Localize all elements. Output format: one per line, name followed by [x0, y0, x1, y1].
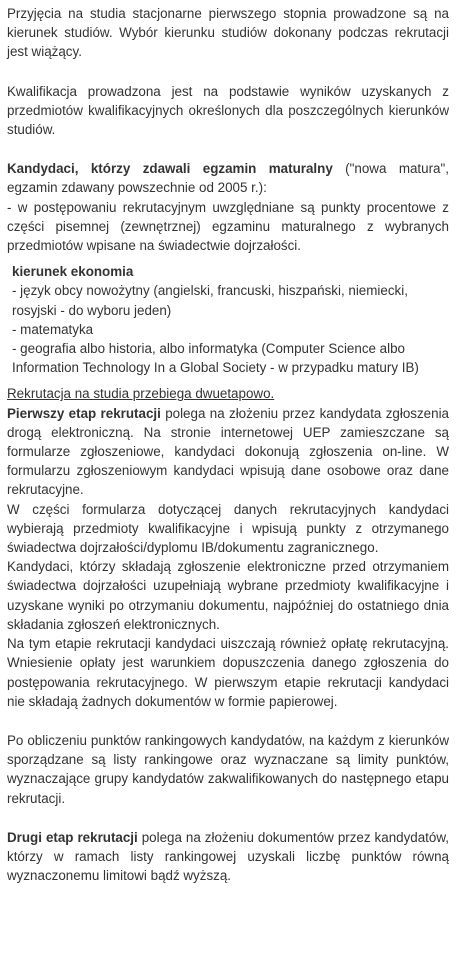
etap1-heading: Pierwszy etap rekrutacji: [7, 405, 161, 421]
oplata-paragraph: Na tym etapie rekrutacji kandydaci uiszczają również opłatę rekrutacyjną. Wniesienie opłaty jest warunkiem dopuszczenia danego zgłoszenia do postępowania rekrutacyjnego. W pierwszym etapie rekrutacji kandydaci nie składają żadnych dokumentów w formie papierowej.: [7, 636, 449, 709]
ranking-paragraph: Po obliczeniu punktów rankingowych kandydatów, na każdym z kierunków sporządzane są listy rankingowe oraz wyznaczane są limity punktów, wyznaczające grupy kandydatów zakwalifikowanych do następnego etapu rekrutacji.: [7, 732, 449, 806]
kierunek-item: - geografia albo historia, albo informatyka (Computer Science albo Information Technology In a Global Society - w przypadku matury IB): [12, 341, 419, 376]
kierunek-item: - język obcy nowożytny (angielski, francuski, hiszpański, niemiecki, rosyjski - do wyboru jeden): [12, 283, 408, 318]
etap2-heading: Drugi etap rekrutacji: [7, 829, 138, 845]
etap2-paragraph: [7, 828, 449, 886]
kierunek-item: - matematyka: [12, 321, 94, 337]
matura-heading: Kandydaci, którzy zdawali egzamin maturalny: [7, 161, 333, 177]
kierunek-section: [7, 262, 449, 377]
etap2-text: polega na złożeniu dokumentów przez kandydatów, którzy w ramach listy rankingowej uzyskali liczbę punktów równą wyznaczonemu limitowi bądź wyższą.: [7, 829, 449, 884]
kierunek-title: kierunek ekonomia: [12, 264, 134, 280]
qualification-paragraph: Kwalifikacja prowadzona jest na podstawie wyników uzyskanych z przedmiotów kwalifikacyjnych określonych dla poszczególnych kierunków studiów.: [7, 83, 449, 138]
uzupelnienie-paragraph: Kandydaci, którzy składają zgłoszenie elektroniczne przed otrzymaniem świadectwa dojrzałości uzupełniają wybrane przedmioty kwalifikacyjne i uzyskane wyniki po otrzymaniu dokumentu, najpóźniej do ostatniego dnia składania zgłoszeń elektronicznych.: [7, 559, 449, 632]
etap1-paragraph: [7, 404, 449, 500]
matura-paragraph: [7, 159, 449, 197]
matura-bullet: - w postępowaniu rekrutacyjnym uwzględniane są punkty procentowe z części pisemnej (zewnętrznej) egzaminu maturalnego z wybranych przedmiotów wpisane na świadectwie dojrzałości.: [7, 199, 449, 254]
etap1-text: polega na złożeniu przez kandydata zgłoszenia drogą elektroniczną. Na stronie internetowej UEP zamieszczane są formularze zgłoszeniowe, kandydaci dokonują zgłoszenia on-line. W formularzu zgłoszeniowym kandydaci wpisują dane osobowe oraz dane rekrutacyjne.: [7, 405, 449, 498]
matura-note: ("nowa matura", egzamin zdawany powszechnie od 2005 r.):: [7, 161, 449, 196]
rekrutacja-heading: Rekrutacja na studia przebiega dwuetapowo.: [7, 386, 275, 402]
intro-paragraph: Przyjęcia na studia stacjonarne pierwszego stopnia prowadzone są na kierunek studiów. Wybór kierunku studiów dokonany podczas rekrutacji jest wiążący.: [7, 6, 449, 60]
formularz-paragraph: W części formularza dotyczącej danych rekrutacyjnych kandydaci wybierają przedmioty kwalifikacyjne i wpisują punkty z otrzymanego świadectwa dojrzałości/dyplomu IB/dokumentu zagranicznego.: [7, 501, 449, 556]
